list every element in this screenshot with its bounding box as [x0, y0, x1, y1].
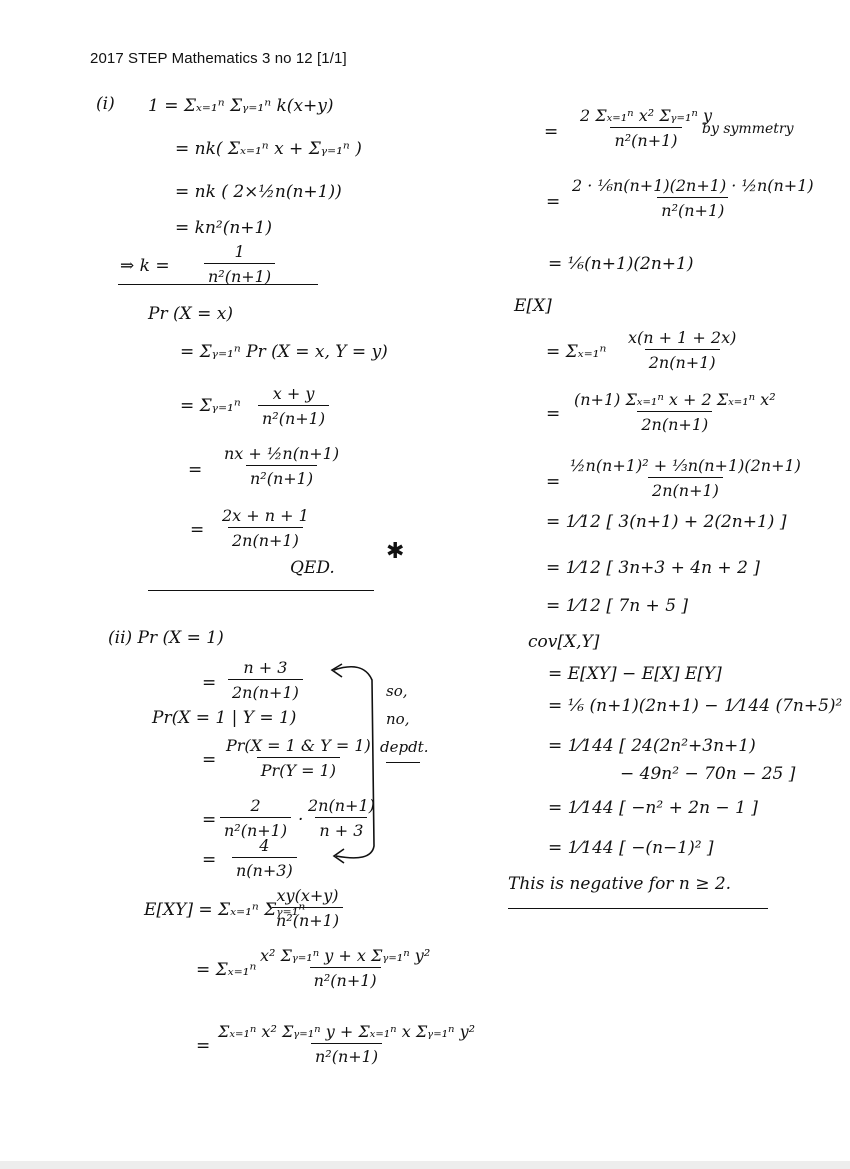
ex-heading: E[X]	[514, 296, 552, 316]
exy-step-1-den: n²(n+1)	[272, 907, 343, 930]
cov-step-1: = E[XY] − E[X] E[Y]	[548, 664, 722, 684]
ii-step-3-den-a: n²(n+1)	[220, 817, 291, 840]
ii-step-4-num: 4	[259, 836, 270, 855]
pr-heading: Pr (X = x)	[148, 304, 233, 324]
rt-step-2-prefix: =	[546, 192, 561, 212]
part-ii-heading: (ii) Pr (X = 1)	[108, 628, 224, 648]
ex-step-1-fraction	[624, 328, 740, 372]
exy-step-1-num: xy(x+y)	[276, 886, 339, 905]
ii-step-3-num-b: 2n(n+1)	[308, 796, 375, 815]
exy-step-3-prefix: =	[196, 1036, 211, 1056]
cov-step-5: = 1⁄144 [ −(n−1)² ]	[548, 838, 714, 858]
ex-step-3-den: 2n(n+1)	[648, 477, 723, 500]
ii-step-2-den: Pr(Y = 1)	[257, 757, 340, 780]
ex-step-1-prefix: = Σₓ₌₁ⁿ	[546, 342, 607, 362]
rt-step-2-fraction	[568, 176, 818, 220]
ii-step-1-den: 2n(n+1)	[228, 679, 303, 702]
normalization-step-3: = nk ( 2×½n(n+1))	[175, 182, 342, 202]
rt-step-2-den: n²(n+1)	[657, 197, 728, 220]
ex-step-4: = 1⁄12 [ 3(n+1) + 2(2n+1) ]	[546, 512, 787, 532]
rt-step-1-prefix: =	[544, 122, 559, 142]
k-numerator: 1	[234, 242, 245, 261]
k-result-fraction	[204, 242, 275, 286]
normalization-step-2: = nk( Σₓ₌₁ⁿ x + Σᵧ₌₁ⁿ )	[175, 139, 362, 159]
part-i-label: (i)	[96, 94, 115, 114]
rt-step-1-den: n²(n+1)	[610, 127, 681, 150]
pr-step-4-fraction	[218, 506, 313, 550]
rt-step-1-fraction	[576, 106, 716, 150]
note-line-3: depdt.	[380, 738, 429, 756]
qed-mark: QED.	[290, 558, 335, 578]
ii-step-4-prefix: =	[202, 850, 217, 870]
pr-step-2-fraction	[258, 384, 329, 428]
pr-step-1: = Σᵧ₌₁ⁿ Pr (X = x, Y = y)	[180, 342, 388, 362]
ex-step-2-prefix: =	[546, 404, 561, 424]
exy-step-2-prefix: = Σₓ₌₁ⁿ	[196, 960, 257, 980]
rt-step-1-num: 2 Σₓ₌₁ⁿ x² Σᵧ₌₁ⁿ y	[580, 106, 713, 125]
ii-step-1-prefix: =	[202, 673, 217, 693]
exy-step-3-fraction	[214, 1022, 479, 1066]
ex-step-6: = 1⁄12 [ 7n + 5 ]	[546, 596, 689, 616]
ex-step-2-fraction	[570, 390, 780, 434]
cov-step-4: = 1⁄144 [ −n² + 2n − 1 ]	[548, 798, 758, 818]
ii-step-1-num: n + 3	[243, 658, 288, 677]
ii-step-3-fraction-a	[220, 796, 291, 840]
exy-step-3-den: n²(n+1)	[311, 1043, 382, 1066]
k-result-lhs: ⇒ k =	[120, 256, 170, 276]
pr-step-3-fraction	[220, 444, 343, 488]
pr-step-2-den: n²(n+1)	[258, 405, 329, 428]
ii-step-2-prefix: =	[202, 750, 217, 770]
cov-conclusion: This is negative for n ≥ 2.	[508, 874, 732, 894]
normalization-step-1: 1 = Σₓ₌₁ⁿ Σᵧ₌₁ⁿ k(x+y)	[148, 96, 334, 116]
pr-step-4-den: 2n(n+1)	[228, 527, 303, 550]
pr-step-4-num: 2x + n + 1	[222, 506, 309, 525]
exy-step-2-num: x² Σᵧ₌₁ⁿ y + x Σᵧ₌₁ⁿ y²	[260, 946, 431, 965]
normalization-step-4: = kn²(n+1)	[175, 218, 272, 238]
ex-step-1-num: x(n + 1 + 2x)	[628, 328, 737, 347]
note-line-1: so,	[386, 682, 408, 700]
cov-step-2: = ⅙ (n+1)(2n+1) − 1⁄144 (7n+5)²	[548, 696, 843, 716]
ex-step-5: = 1⁄12 [ 3n+3 + 4n + 2 ]	[546, 558, 760, 578]
pr-step-2-prefix: = Σᵧ₌₁ⁿ	[180, 396, 241, 416]
cov-step-3a: = 1⁄144 [ 24(2n²+3n+1)	[548, 736, 756, 756]
k-denominator: n²(n+1)	[204, 263, 275, 286]
underline-k	[118, 284, 318, 285]
page-title: 2017 STEP Mathematics 3 no 12 [1/1]	[90, 50, 347, 67]
pr-step-2-num: x + y	[272, 384, 315, 403]
pr-step-4-prefix: =	[190, 520, 205, 540]
exy-step-1-prefix: E[XY] = Σₓ₌₁ⁿ Σᵧ₌₁ⁿ	[144, 900, 306, 920]
ii-step-3-num-a: 2	[250, 796, 261, 815]
ex-step-3-fraction	[566, 456, 805, 500]
ii-step-4-fraction	[232, 836, 297, 880]
cov-step-3b: − 49n² − 70n − 25 ]	[620, 764, 796, 784]
ii-step-2-num: Pr(X = 1 & Y = 1)	[226, 736, 371, 755]
ex-step-1-den: 2n(n+1)	[645, 349, 720, 372]
underline-note	[386, 762, 420, 763]
ex-step-2-num: (n+1) Σₓ₌₁ⁿ x + 2 Σₓ₌₁ⁿ x²	[574, 390, 776, 409]
rt-step-2-num: 2 · ⅙n(n+1)(2n+1) · ½n(n+1)	[572, 176, 814, 195]
rt-step-3: = ⅙(n+1)(2n+1)	[548, 254, 694, 274]
pr-step-3-den: n²(n+1)	[246, 465, 317, 488]
ii-step-4-den: n(n+3)	[232, 857, 297, 880]
ex-step-2-den: 2n(n+1)	[637, 411, 712, 434]
pr-step-3-prefix: =	[188, 460, 203, 480]
pr-step-3-num: nx + ½n(n+1)	[224, 444, 340, 463]
exy-step-2-den: n²(n+1)	[310, 967, 381, 990]
exy-step-2-fraction	[256, 946, 434, 990]
ii-step-3-dot: ·	[298, 810, 304, 830]
ii-step-3-prefix: =	[202, 810, 217, 830]
note-line-2: no,	[386, 710, 410, 728]
symmetry-note: by symmetry	[702, 121, 794, 137]
exy-step-3-num: Σₓ₌₁ⁿ x² Σᵧ₌₁ⁿ y + Σₓ₌₁ⁿ x Σᵧ₌₁ⁿ y²	[218, 1022, 476, 1041]
underline-qed	[148, 590, 374, 591]
star-mark: ✱	[386, 539, 405, 564]
ex-step-3-prefix: =	[546, 472, 561, 492]
bracket-arrow-icon	[322, 660, 382, 866]
underline-conclusion	[508, 908, 768, 909]
exy-step-1-fraction	[272, 886, 343, 930]
ii-step-3-den-b: n + 3	[315, 817, 367, 840]
conditional-heading: Pr(X = 1 | Y = 1)	[152, 708, 297, 728]
cov-heading: cov[X,Y]	[528, 632, 600, 652]
ex-step-3-num: ½n(n+1)² + ⅓n(n+1)(2n+1)	[570, 456, 801, 475]
scan-edge	[0, 1161, 850, 1169]
ii-step-1-fraction	[228, 658, 303, 702]
